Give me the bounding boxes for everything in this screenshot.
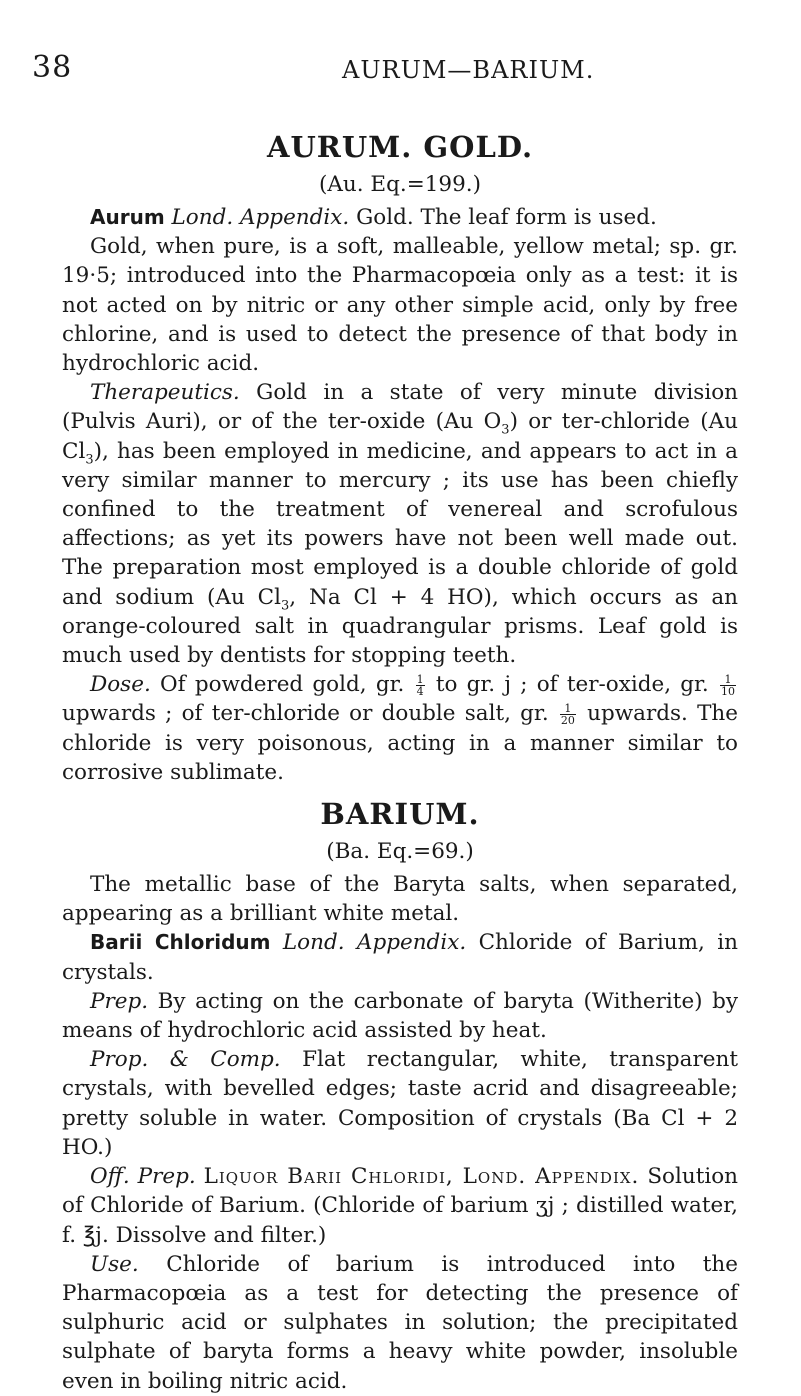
barium-official-preparation [62, 1162, 738, 1250]
aurum-therapeutics [62, 378, 738, 670]
barium-prep [62, 987, 738, 1045]
barium-intro: The metallic base of the Baryta salts, when separated, appearing as a brilliant white metal. [62, 872, 738, 927]
use-text: Chloride of barium is introduced into the Pharmacopœia as a test for detecting the presence of sulphuric acid or sulphates in solution; the precipitated sulphate of baryta forms a heavy white powder, insoluble even in boiling nitric acid. [62, 1251, 738, 1394]
use-label: Use. [90, 1251, 139, 1277]
barium-entry [62, 928, 738, 986]
off-prep-label: Off. Prep. [90, 1164, 196, 1190]
aurum-equivalent: (Au. Eq.=199.) [319, 172, 481, 197]
barium-equivalent: (Ba. Eq.=69.) [326, 839, 474, 865]
barium-heading: BARIUM. [320, 797, 480, 832]
therapeutics-label: Therapeutics. [90, 380, 240, 406]
therapeutics-sub-2: 3 [85, 451, 94, 467]
page-body [62, 130, 738, 1396]
dose-text-3: upwards ; of ter-chloride or double salt, gr. [62, 701, 549, 727]
aurum-entry-name: Aurum [90, 205, 165, 229]
aurum-entry [62, 203, 738, 232]
prop-text: Flat rectangular, white, transparent crystals, with bevelled edges; taste acrid and disagreeable; pretty soluble in water. Composition of crystals (Ba Cl + 2 HO.) [62, 1047, 738, 1160]
dose-text-2: to gr. j ; of ter-oxide, gr. [435, 672, 709, 698]
off-prep-text: Solution of Chloride of Barium. (Chloride of barium ʒj ; distilled water, f. ℥j. Dissolve and filter.) [62, 1164, 739, 1248]
dose-fraction-quarter: $\frac{1}{4}$ [416, 672, 424, 698]
aurum-description: Gold, when pure, is a soft, malleable, yellow metal; sp. gr. 19·5; introduced into the Pharmacopœia only as a test: it is not acted on by nitric or any other simple acid, only by free chlorine, and is used to detect the presence of that body in hydrochloric acid. [62, 234, 738, 377]
therapeutics-text-4: , Na Cl + 4 HO), which occurs as an orange-coloured salt in quadrangular prisms. Leaf gold is much used by dentists for stopping teeth. [62, 584, 739, 669]
prop-label: Prop. & Comp. [90, 1047, 281, 1073]
therapeutics-text-1: Gold in a state of very minute division (Pulvis Auri), or of the ter-oxide (Au O [62, 380, 738, 435]
dose-text-4: upwards. The chloride is very poisonous, acting in a manner similar to corrosive sublimate. [62, 701, 738, 785]
running-header [32, 50, 732, 90]
dose-label: Dose. [90, 672, 151, 698]
therapeutics-sub-3: 3 [281, 597, 290, 613]
dose-fraction-tenth: $\frac{1}{10}$ [721, 672, 735, 698]
aurum-entry-source: Lond. Appendix. [171, 205, 350, 230]
page-number: 38 [32, 50, 73, 85]
running-title: AURUM—BARIUM. [342, 56, 595, 84]
aurum-entry-rest: Gold. The leaf form is used. [356, 205, 657, 230]
barium-entry-source: Lond. Appendix. [282, 930, 467, 956]
therapeutics-text-3: ), has been employed in medicine, and appears to act in a very similar manner to mercury ; its use has been chiefly confined to the treatment of venereal and scrofulous affections; as yet its powers have not been well made out. The preparation most employed is a double chloride of gold and sodium (Au Cl [62, 438, 738, 610]
dose-fraction-twentieth: $\frac{1}{20}$ [560, 701, 575, 727]
prep-label: Prep. [90, 988, 149, 1014]
barium-entry-name: Barii Chloridum [90, 930, 271, 955]
barium-properties [62, 1045, 738, 1162]
dose-text-1: Of powdered gold, gr. [160, 672, 405, 698]
aurum-heading: AURUM. GOLD. [266, 130, 534, 164]
therapeutics-sub-1: 3 [501, 422, 510, 438]
barium-entry-rest: Chloride of Barium, in crystals. [62, 930, 738, 985]
aurum-dose [62, 670, 738, 787]
prep-text: By acting on the carbonate of baryta (Witherite) by means of hydrochloric acid assisted by heat. [62, 988, 738, 1044]
off-prep-name: Liquor Barii Chloridi, Lond. Appendix. [203, 1164, 640, 1190]
therapeutics-text-2: ) or ter-chloride (Au Cl [62, 409, 738, 464]
